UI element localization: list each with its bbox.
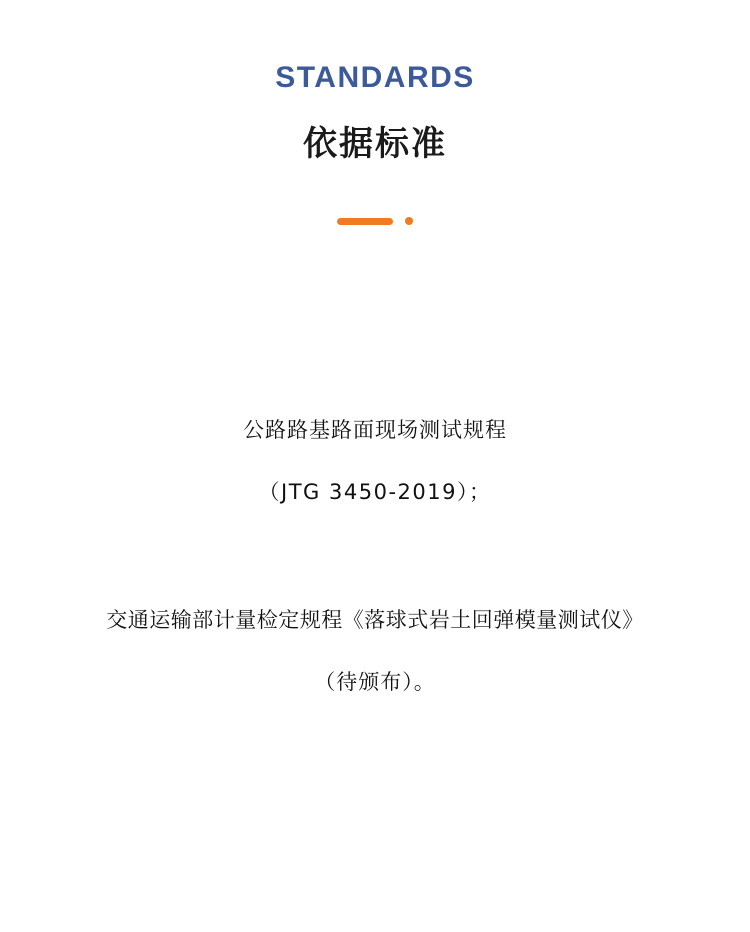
divider-bar-icon <box>337 218 393 225</box>
standard-name-2: 交通运输部计量检定规程《落球式岩土回弹模量测试仪》 <box>106 608 644 632</box>
standard-status-2: （待颁布）。 <box>314 670 436 695</box>
page-title-english: STANDARDS <box>275 61 475 94</box>
standard-code-1: （JTG 3450-2019）； <box>258 480 492 505</box>
page-title-chinese: 依据标准 <box>303 124 447 164</box>
standard-entry-1 <box>0 415 750 508</box>
divider-ornament <box>0 214 750 228</box>
divider-dot-icon <box>405 217 413 225</box>
slide-header <box>0 60 750 165</box>
standard-name-1: 公路路基路面现场测试规程 <box>243 418 507 442</box>
standard-entry-2 <box>0 605 750 698</box>
